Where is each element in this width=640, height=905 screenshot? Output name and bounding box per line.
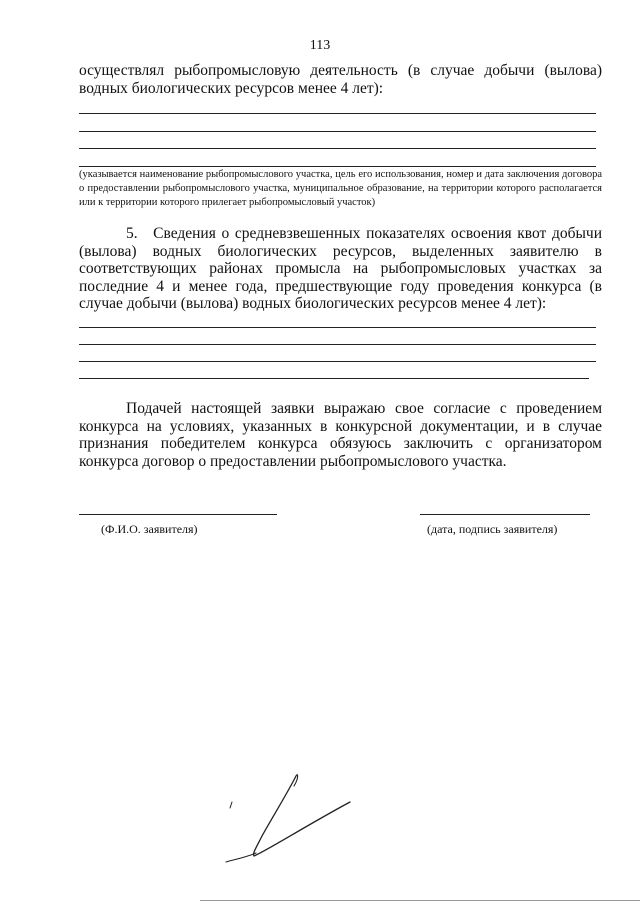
fill-line-8 <box>79 378 589 379</box>
signature-stroke-tail <box>226 853 256 862</box>
signature-stroke-tick <box>230 802 232 808</box>
fill-line-2 <box>79 131 596 132</box>
scan-bottom-edge <box>200 900 640 901</box>
name-signature-line <box>79 514 277 515</box>
fill-line-1 <box>79 113 596 114</box>
paragraph-activity: осуществлял рыбопромысловую деятельность (в случае добычи (вылова) водных биологических ресурсов менее 4 лет): <box>79 62 602 97</box>
date-signature-label: (дата, подпись заявителя) <box>427 522 558 536</box>
handwritten-signature-icon <box>222 770 362 865</box>
fill-line-7 <box>79 361 596 362</box>
fill-line-5 <box>79 327 596 328</box>
paragraph-consent: Подачей настоящей заявки выражаю свое согласие с проведением конкурса на условиях, указанных в конкурсной документации, и в случае признания победителем конкурса обязуюсь заключить с организатором конкурса договор о предоставлении рыбопромыслового участка. <box>79 400 602 470</box>
explanatory-note: (указывается наименование рыбопромыслового участка, цель его использования, номер и дата заключения договора о предоставлении рыбопромыслового участка, муниципальное образование, на территории которого располагается или к территории которого прилегает рыбопромысловый участок) <box>79 169 602 208</box>
fill-line-4 <box>79 166 596 167</box>
signature-stroke-hook <box>294 775 298 786</box>
fill-line-3 <box>79 148 596 149</box>
signature-stroke-main <box>253 776 350 856</box>
page-number: 113 <box>309 38 331 53</box>
date-signature-line <box>420 514 590 515</box>
fill-line-6 <box>79 344 596 345</box>
applicant-name-label: (Ф.И.О. заявителя) <box>101 522 198 536</box>
paragraph-quota-info: 5. Сведения о средневзвешенных показателях освоения квот добычи (вылова) водных биологических ресурсов, выделенных заявителю в соответствующих районах промысла на рыбопромысловых участках за последние 4 и менее года, предшествующие году проведения конкурса (в случае добычи (вылова) водных биологических ресурсов менее 4 лет): <box>79 225 602 312</box>
